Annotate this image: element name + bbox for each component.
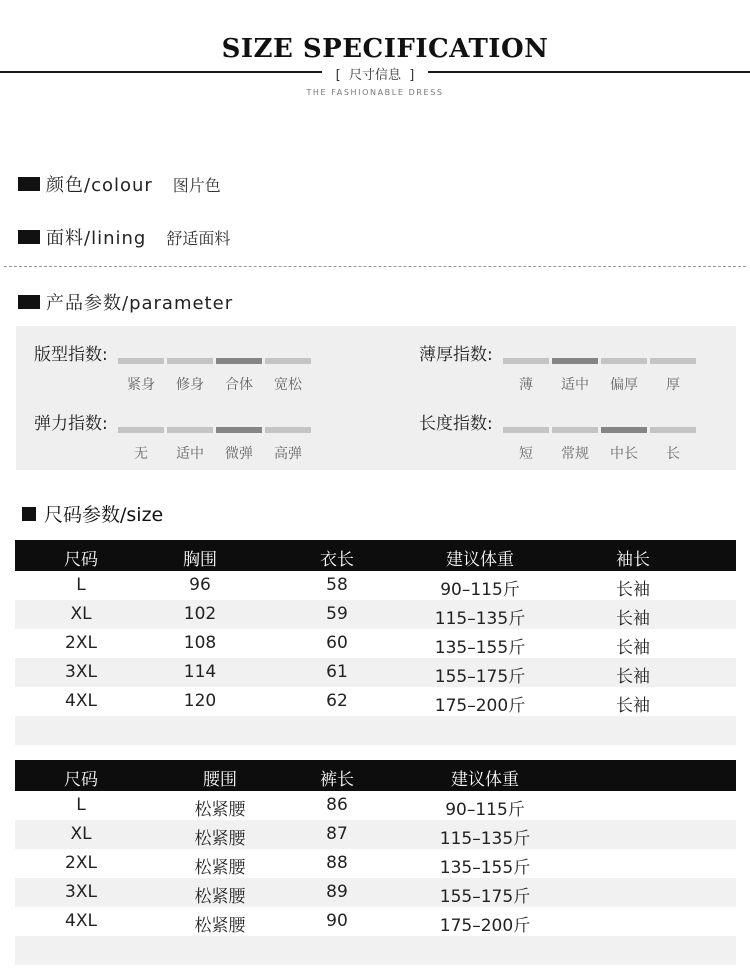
column-header: 尺码 (64, 770, 98, 790)
table-cell: 长袖 (616, 638, 650, 658)
table-cell: 3XL (65, 662, 97, 682)
table-row-empty (15, 936, 736, 965)
table-cell: 松紧腰 (194, 916, 246, 936)
table-cell: 90–115斤 (440, 580, 520, 600)
table-cell: 长袖 (616, 580, 650, 600)
attribute-label: 面料/lining (46, 228, 147, 249)
table-cell: 86 (326, 795, 348, 815)
column-header: 腰围 (203, 770, 237, 790)
table-cell: 59 (326, 604, 348, 624)
table-cell: 3XL (65, 882, 97, 902)
table-row (15, 907, 736, 936)
table-cell: 松紧腰 (194, 829, 246, 849)
table-cell: XL (70, 604, 92, 624)
param-segment-selected (216, 358, 262, 364)
table-cell: 89 (326, 882, 348, 902)
attribute-lining (18, 224, 230, 250)
table-cell: 108 (183, 633, 217, 653)
param-option: 厚 (666, 377, 680, 393)
param-option: 高弹 (274, 446, 302, 462)
table-row (15, 687, 736, 716)
bullet-square (18, 177, 40, 191)
param-segment (650, 358, 696, 364)
header-rule-left (0, 71, 322, 73)
table-row-empty (15, 716, 736, 745)
table-row (15, 658, 736, 687)
table-cell: 2XL (65, 853, 97, 873)
table-cell: 松紧腰 (194, 858, 246, 878)
param-segment (118, 358, 164, 364)
column-header: 建议体重 (446, 550, 514, 570)
param-segment-selected (552, 358, 598, 364)
table-cell: 155–175斤 (434, 667, 526, 687)
table-cell: 2XL (65, 633, 97, 653)
param-segment (601, 358, 647, 364)
column-header: 胸围 (183, 550, 217, 570)
table-cell: 90 (326, 911, 348, 931)
param-segment (265, 358, 311, 364)
param-option: 中长 (610, 446, 638, 462)
param-segment (265, 427, 311, 433)
table-cell: 115–135斤 (434, 609, 526, 629)
table-cell: 120 (183, 691, 217, 711)
table-cell: 60 (326, 633, 348, 653)
column-header: 袖长 (616, 550, 650, 570)
table-header (15, 540, 736, 571)
param-option: 适中 (176, 446, 204, 462)
table-row (15, 571, 736, 600)
table-cell: 62 (326, 691, 348, 711)
table-cell: 175–200斤 (434, 696, 526, 716)
table-cell: 58 (326, 575, 348, 595)
param-option: 适中 (561, 377, 589, 393)
table-cell: 135–155斤 (439, 858, 531, 878)
table-row (15, 820, 736, 849)
parameter-heading (18, 289, 233, 315)
table-cell: 长袖 (616, 667, 650, 687)
param-segment (167, 358, 213, 364)
column-header: 建议体重 (451, 770, 519, 790)
param-option: 紧身 (127, 377, 155, 393)
param-option: 合体 (225, 377, 253, 393)
parameter-box (16, 326, 736, 470)
table-cell: 96 (189, 575, 211, 595)
attribute-value: 舒适面料 (166, 228, 231, 248)
table-row (15, 791, 736, 820)
param-segment (503, 427, 549, 433)
param-option: 偏厚 (610, 377, 638, 393)
column-header: 尺码 (64, 550, 98, 570)
table-cell: 松紧腰 (194, 887, 246, 907)
table-cell: 175–200斤 (439, 916, 531, 936)
table-cell: 115–135斤 (439, 829, 531, 849)
table-cell: 88 (326, 853, 348, 873)
param-option: 长 (666, 446, 680, 462)
table-cell: L (76, 795, 86, 815)
table-header (15, 760, 736, 791)
param-label: 弹力指数: (34, 414, 108, 434)
table-cell: XL (70, 824, 92, 844)
bullet-square (18, 295, 40, 309)
size-heading (22, 500, 163, 527)
param-segment (167, 427, 213, 433)
attribute-label: 颜色/colour (46, 175, 153, 196)
bullet-square (18, 230, 40, 244)
bullet-square (22, 507, 36, 521)
param-segment (650, 427, 696, 433)
param-option: 修身 (176, 377, 204, 393)
attribute-value: 图片色 (172, 175, 221, 195)
table-cell: 87 (326, 824, 348, 844)
table-cell: 长袖 (616, 609, 650, 629)
table-row (15, 849, 736, 878)
dotted-divider (4, 266, 746, 267)
size-table-top (15, 540, 736, 745)
subtitle-cn: [ 尺寸信息 ] (335, 68, 415, 83)
param-segment-selected (601, 427, 647, 433)
table-cell: 4XL (65, 911, 97, 931)
table-cell: 135–155斤 (434, 638, 526, 658)
table-cell: 61 (326, 662, 348, 682)
attribute-colour (18, 171, 221, 197)
param-label: 版型指数: (34, 345, 108, 365)
param-segment (552, 427, 598, 433)
param-option: 常规 (561, 446, 589, 462)
table-row (15, 878, 736, 907)
param-option: 无 (134, 446, 148, 462)
table-cell: 松紧腰 (194, 800, 246, 820)
param-option: 宽松 (274, 377, 302, 393)
size-table-pants (15, 760, 736, 965)
param-label: 长度指数: (419, 414, 493, 434)
table-cell: 114 (183, 662, 217, 682)
param-segment (503, 358, 549, 364)
param-option: 短 (519, 446, 533, 462)
param-label: 薄厚指数: (419, 345, 493, 365)
param-option: 微弹 (225, 446, 253, 462)
table-cell: 90–115斤 (445, 800, 525, 820)
param-segment (118, 427, 164, 433)
size-heading-label: 尺码参数/size (44, 504, 164, 526)
table-cell: L (76, 575, 86, 595)
table-cell: 102 (183, 604, 217, 624)
param-option: 薄 (519, 377, 533, 393)
column-header: 衣长 (320, 550, 354, 570)
table-cell: 4XL (65, 691, 97, 711)
param-segment-selected (216, 427, 262, 433)
table-cell: 长袖 (616, 696, 650, 716)
subtitle-en: THE FASHIONABLE DRESS (306, 88, 444, 97)
table-row (15, 629, 736, 658)
table-row (15, 600, 736, 629)
header-rule-right (428, 71, 750, 73)
page-title: SIZE SPECIFICATION (221, 34, 549, 64)
parameter-heading-label: 产品参数/parameter (46, 293, 234, 314)
table-cell: 155–175斤 (439, 887, 531, 907)
column-header: 裤长 (320, 770, 354, 790)
